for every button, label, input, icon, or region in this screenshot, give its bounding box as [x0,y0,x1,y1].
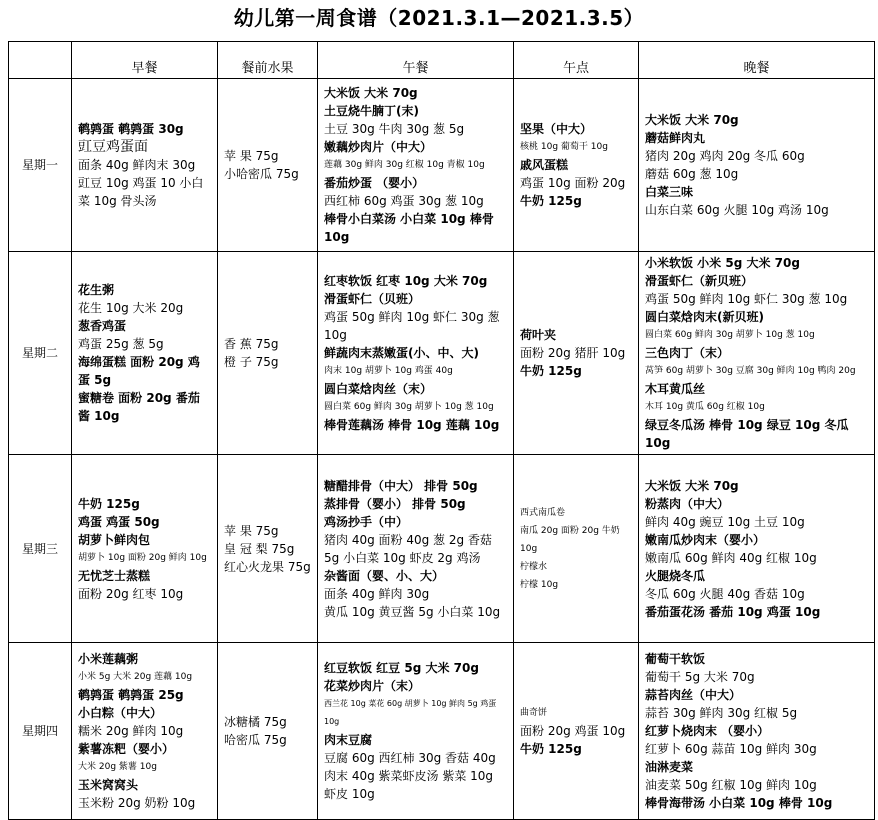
menu-line: 油麦菜 50g 红椒 10g 鲜肉 10g [645,778,817,792]
menu-line: 鹌鹑蛋 鹌鹑蛋 25g [78,688,184,702]
menu-line: 花菜炒肉片（末） [324,679,421,693]
fruit-cell [218,643,318,820]
menu-line: 红萝卜烧肉末 （婴小） [645,724,770,738]
breakfast-cell [72,455,218,643]
dinner-cell [639,79,875,252]
fruit-cell [218,252,318,455]
menu-line: 小米莲藕粥 [78,652,139,666]
menu-line: 粉蒸肉（中大） [645,496,730,511]
menu-line: 猪肉 40g 面粉 40g 葱 2g 香菇 5g 小白菜 10g 虾皮 2g 鸡汤 [324,532,492,565]
menu-line: 棒骨海带汤 小白菜 10g 棒骨 10g [645,796,833,810]
menu-line: 番茄蛋花汤 番茄 10g 鸡蛋 10g [645,604,821,619]
snack-cell [514,79,639,252]
menu-line: 面粉 20g 红枣 10g [78,586,184,601]
menu-line: 鸡蛋 鸡蛋 50g [78,514,160,529]
menu-line: 黄瓜 10g 黄豆酱 5g 小白菜 10g [324,604,501,619]
menu-line: 圆白菜焓肉丝（末） [324,382,433,396]
menu-line: 胡萝卜 10g 面粉 20g 鲜肉 10g [78,552,207,563]
dinner-cell [639,252,875,455]
menu-line: 紫薯冻粑（婴小） [78,742,175,756]
dinner-cell [639,643,875,820]
day-cell: 星期一 [9,79,72,252]
menu-line: 蜜糖卷 面粉 20g 番茄酱 10g [78,391,200,423]
menu-line: 核桃 10g 葡萄干 10g [520,142,608,152]
day-cell: 星期三 [9,455,72,643]
menu-line: 肉末 10g 胡萝卜 10g 鸡蛋 40g [324,366,453,376]
menu-line: 豇豆鸡蛋面 [78,139,148,155]
menu-line: 棒骨小白菜汤 小白菜 10g 棒骨 10g [324,212,494,244]
menu-line: 荷叶夹 [520,328,557,342]
menu-line: 土豆 30g 牛肉 30g 葱 5g [324,122,465,136]
dinner-cell [639,455,875,643]
menu-line: 莲藕 30g 鲜肉 30g 红椒 10g 青椒 10g [324,160,485,170]
menu-line: 棒骨莲藕汤 棒骨 10g 莲藕 10g [324,418,500,432]
menu-line: 葱香鸡蛋 [78,319,127,333]
table-row [9,252,875,455]
menu-line: 肉末豆腐 [324,733,373,747]
menu-line: 红萝卜 60g 蒜苗 10g 鲜肉 30g [645,742,817,756]
menu-line: 土豆烧牛腩丁(末) [324,104,419,118]
header-lunch: 午餐 [318,42,514,79]
menu-line: 红心火龙果 75g [224,559,311,574]
menu-line: 嫩南瓜 60g 鲜肉 40g 红椒 10g [645,550,817,565]
menu-line: 白菜三味 [645,185,694,199]
menu-line: 山东白菜 60g 火腿 10g 鸡汤 10g [645,203,829,217]
menu-table [8,41,875,820]
menu-line: 蒜苔肉丝（中大） [645,688,742,702]
menu-line: 面粉 20g 鸡蛋 10g [520,724,626,738]
menu-line: 苹 果 75g [224,523,279,538]
menu-line: 海绵蛋糕 面粉 20g 鸡蛋 5g [78,355,200,387]
menu-line: 鸡蛋 25g 葱 5g [78,337,164,351]
menu-line: 蘑菇 60g 葱 10g [645,167,739,181]
menu-line: 糖醋排骨（中大） 排骨 50g [324,478,478,493]
menu-line: 哈密瓜 75g [224,733,287,747]
menu-line: 牛奶 125g [520,194,582,208]
menu-line: 大米饭 大米 70g [324,86,418,100]
menu-line: 南瓜 20g 面粉 20g 牛奶 10g [520,525,620,554]
breakfast-cell [72,643,218,820]
menu-line: 葡萄干软饭 [645,652,706,666]
fruit-cell [218,455,318,643]
menu-line: 木耳 10g 黄瓜 60g 红椒 10g [645,402,765,412]
menu-line: 嫩南瓜炒肉末（婴小） [645,532,766,547]
menu-line: 番茄炒蛋 （婴小） [324,176,425,190]
snack-cell [514,643,639,820]
menu-line: 杂酱面（婴、小、大） [324,568,445,583]
menu-line: 鲜肉 40g 豌豆 10g 土豆 10g [645,514,805,529]
menu-line: 小哈密瓜 75g [224,167,299,181]
snack-cell [514,455,639,643]
menu-line: 鸡蛋 10g 面粉 20g [520,176,626,190]
menu-line: 圆白菜 60g 鲜肉 30g 胡萝卜 10g 葱 10g [324,402,494,412]
menu-line: 大米饭 大米 70g [645,113,739,127]
menu-line: 大米饭 大米 70g [645,478,739,493]
breakfast-cell [72,252,218,455]
menu-line: 鸡蛋 50g 鲜肉 10g 虾仁 30g 葱 10g [324,310,500,342]
menu-line: 嫩藕炒肉片（中大） [324,140,433,154]
menu-line: 西兰花 10g 菜花 60g 胡萝卜 10g 鲜肉 5g 鸡蛋 10g [324,699,497,726]
menu-line: 冰糖橘 75g [224,715,287,729]
menu-line: 绿豆冬瓜汤 棒骨 10g 绿豆 10g 冬瓜 10g [645,418,849,450]
menu-line: 牛奶 125g [78,496,140,511]
menu-line: 滑蛋虾仁（新贝班） [645,274,754,288]
menu-line: 苹 果 75g [224,149,279,163]
menu-body [9,79,875,820]
menu-line: 橙 子 75g [224,355,279,369]
menu-line: 葡萄干 5g 大米 70g [645,670,755,684]
menu-line: 三色肉丁（末） [645,346,730,360]
menu-line: 牛奶 125g [520,742,582,756]
table-row [9,79,875,252]
menu-line: 小米 5g 大米 20g 莲藕 10g [78,672,193,682]
header-fruit: 餐前水果 [218,42,318,79]
menu-line: 玉米窝窝头 [78,778,139,792]
day-cell: 星期四 [9,643,72,820]
menu-line: 牛奶 125g [520,364,582,378]
header-snack: 午点 [514,42,639,79]
menu-line: 木耳黄瓜丝 [645,382,706,396]
menu-line: 花生粥 [78,283,115,297]
menu-line: 鹌鹑蛋 鹌鹑蛋 30g [78,122,184,136]
menu-line: 戚风蛋糕 [520,158,569,172]
menu-line: 玉米粉 20g 奶粉 10g [78,796,196,810]
menu-line: 西式南瓜卷 [520,507,566,518]
lunch-cell [318,643,514,820]
menu-line: 火腿烧冬瓜 [645,568,706,583]
menu-line: 滑蛋虾仁（贝班） [324,292,421,306]
menu-line: 小米软饭 小米 5g 大米 70g [645,256,800,270]
menu-line: 蒜苔 30g 鲜肉 30g 红椒 5g [645,706,798,720]
menu-line: 小白粽（中大） [78,706,163,720]
table-row [9,455,875,643]
menu-line: 花生 10g 大米 20g [78,301,184,315]
menu-line: 柠檬 10g [520,579,559,590]
menu-line: 皇 冠 梨 75g [224,541,295,556]
header-corner [9,42,72,79]
fruit-cell [218,79,318,252]
menu-line: 香 蕉 75g [224,337,279,351]
menu-line: 鸡蛋 50g 鲜肉 10g 虾仁 30g 葱 10g [645,292,848,306]
menu-line: 冬瓜 60g 火腿 40g 香菇 10g [645,586,805,601]
menu-line: 鸡汤抄手（中） [324,514,409,529]
menu-line: 糯米 20g 鲜肉 10g [78,724,184,738]
lunch-cell [318,252,514,455]
menu-line: 无忧芝士蒸糕 [78,568,151,583]
day-cell: 星期二 [9,252,72,455]
menu-line: 油淋麦菜 [645,760,694,774]
menu-line: 蘑菇鲜肉丸 [645,131,706,145]
snack-cell [514,252,639,455]
menu-line: 红豆软饭 红豆 5g 大米 70g [324,661,479,675]
breakfast-cell [72,79,218,252]
menu-line: 柠檬水 [520,561,548,572]
menu-line: 莴笋 60g 胡萝卜 30g 豆腐 30g 鲜肉 10g 鸭肉 20g [645,366,856,376]
menu-line: 面粉 20g 猪肝 10g [520,346,626,360]
menu-line: 面条 40g 鲜肉末 30g 豇豆 10g 鸡蛋 10 小白菜 10g 骨头汤 [78,158,204,208]
menu-line: 鲜蔬肉末蒸嫩蛋(小、中、大) [324,346,479,360]
menu-line: 胡萝卜鲜肉包 [78,532,151,547]
header-dinner: 晚餐 [639,42,875,79]
menu-line: 圆白菜 60g 鲜肉 30g 胡萝卜 10g 葱 10g [645,330,815,340]
lunch-cell [318,79,514,252]
menu-line: 豆腐 60g 西红柿 30g 香菇 40g 肉末 40g 紫菜虾皮汤 紫菜 10g 虾皮 10g [324,751,496,801]
lunch-cell [318,455,514,643]
menu-line: 圆白菜焓肉末(新贝班) [645,310,764,324]
table-row [9,643,875,820]
menu-line: 面条 40g 鲜肉 30g [324,586,430,601]
menu-line: 西红柿 60g 鸡蛋 30g 葱 10g [324,194,484,208]
header-breakfast: 早餐 [72,42,218,79]
menu-line: 曲奇饼 [520,708,548,718]
menu-line: 大米 20g 紫薯 10g [78,762,157,772]
page-title: 幼儿第一周食谱（2021.3.1—2021.3.5） [233,6,645,30]
menu-line: 猪肉 20g 鸡肉 20g 冬瓜 60g [645,149,805,163]
menu-line: 坚果（中大） [520,122,593,136]
menu-line: 蒸排骨（婴小） 排骨 50g [324,496,466,511]
menu-line: 红枣软饭 红枣 10g 大米 70g [324,274,488,288]
header-row [9,42,875,79]
